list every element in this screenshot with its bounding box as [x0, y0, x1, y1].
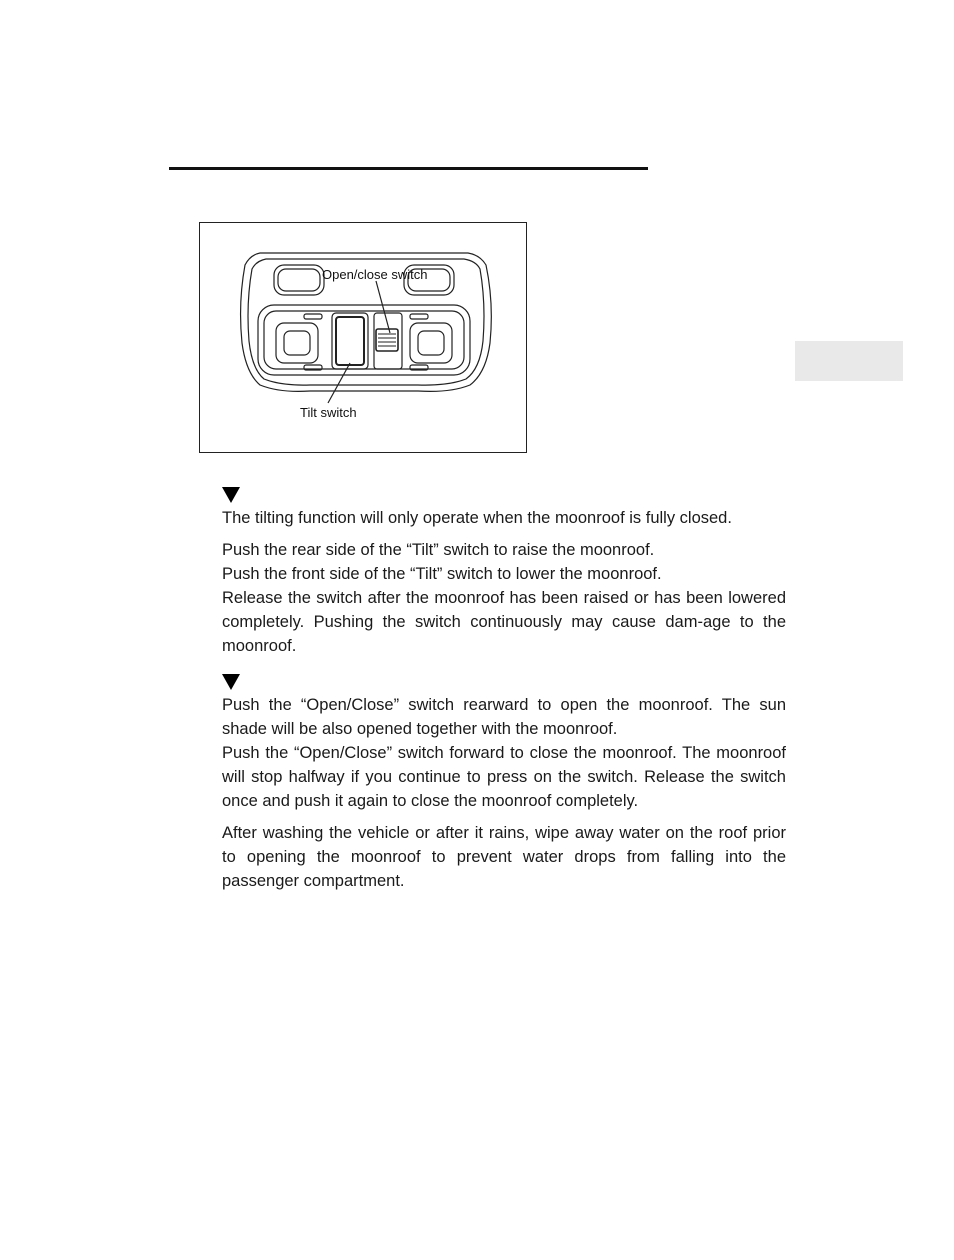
after-rain-note: After washing the vehicle or after it rains, wipe away water on the roof prior to opening the moonroof to prevent water drops from falling into the passenger compartment.	[222, 824, 786, 890]
tilt-paragraph-3: Release the switch after the moonroof has been raised or has been lowered completely. Pushing the switch continuously may cause dam-age to the moonroof.	[222, 589, 786, 655]
open-close-paragraph-2: Push the “Open/Close” switch forward to close the moonroof. The moonroof will stop halfway if you continue to press on the switch. Release the switch once and push it again to close the moonroof completely.	[222, 744, 786, 810]
open-close-switch-label: Open/close switch	[322, 267, 428, 282]
open-close-paragraph-1: Push the “Open/Close” switch rearward to open the moonroof. The sun shade will be also opened together with the moonroof.	[222, 696, 786, 738]
tilt-section	[222, 506, 786, 658]
tilt-switch-label: Tilt switch	[300, 405, 357, 420]
section-rule	[169, 167, 648, 170]
tilt-paragraph-2: Push the front side of the “Tilt” switch to lower the moonroof.	[222, 565, 662, 583]
section-marker-icon	[222, 487, 240, 503]
tilt-note: The tilting function will only operate when the moonroof is fully closed.	[222, 509, 732, 527]
tilt-paragraph-1: Push the rear side of the “Tilt” switch to raise the moonroof.	[222, 541, 655, 559]
section-marker-icon	[222, 674, 240, 690]
open-close-section	[222, 693, 786, 893]
chapter-tab	[795, 341, 903, 381]
switch-illustration	[199, 222, 527, 453]
overhead-console-drawing	[200, 223, 528, 454]
